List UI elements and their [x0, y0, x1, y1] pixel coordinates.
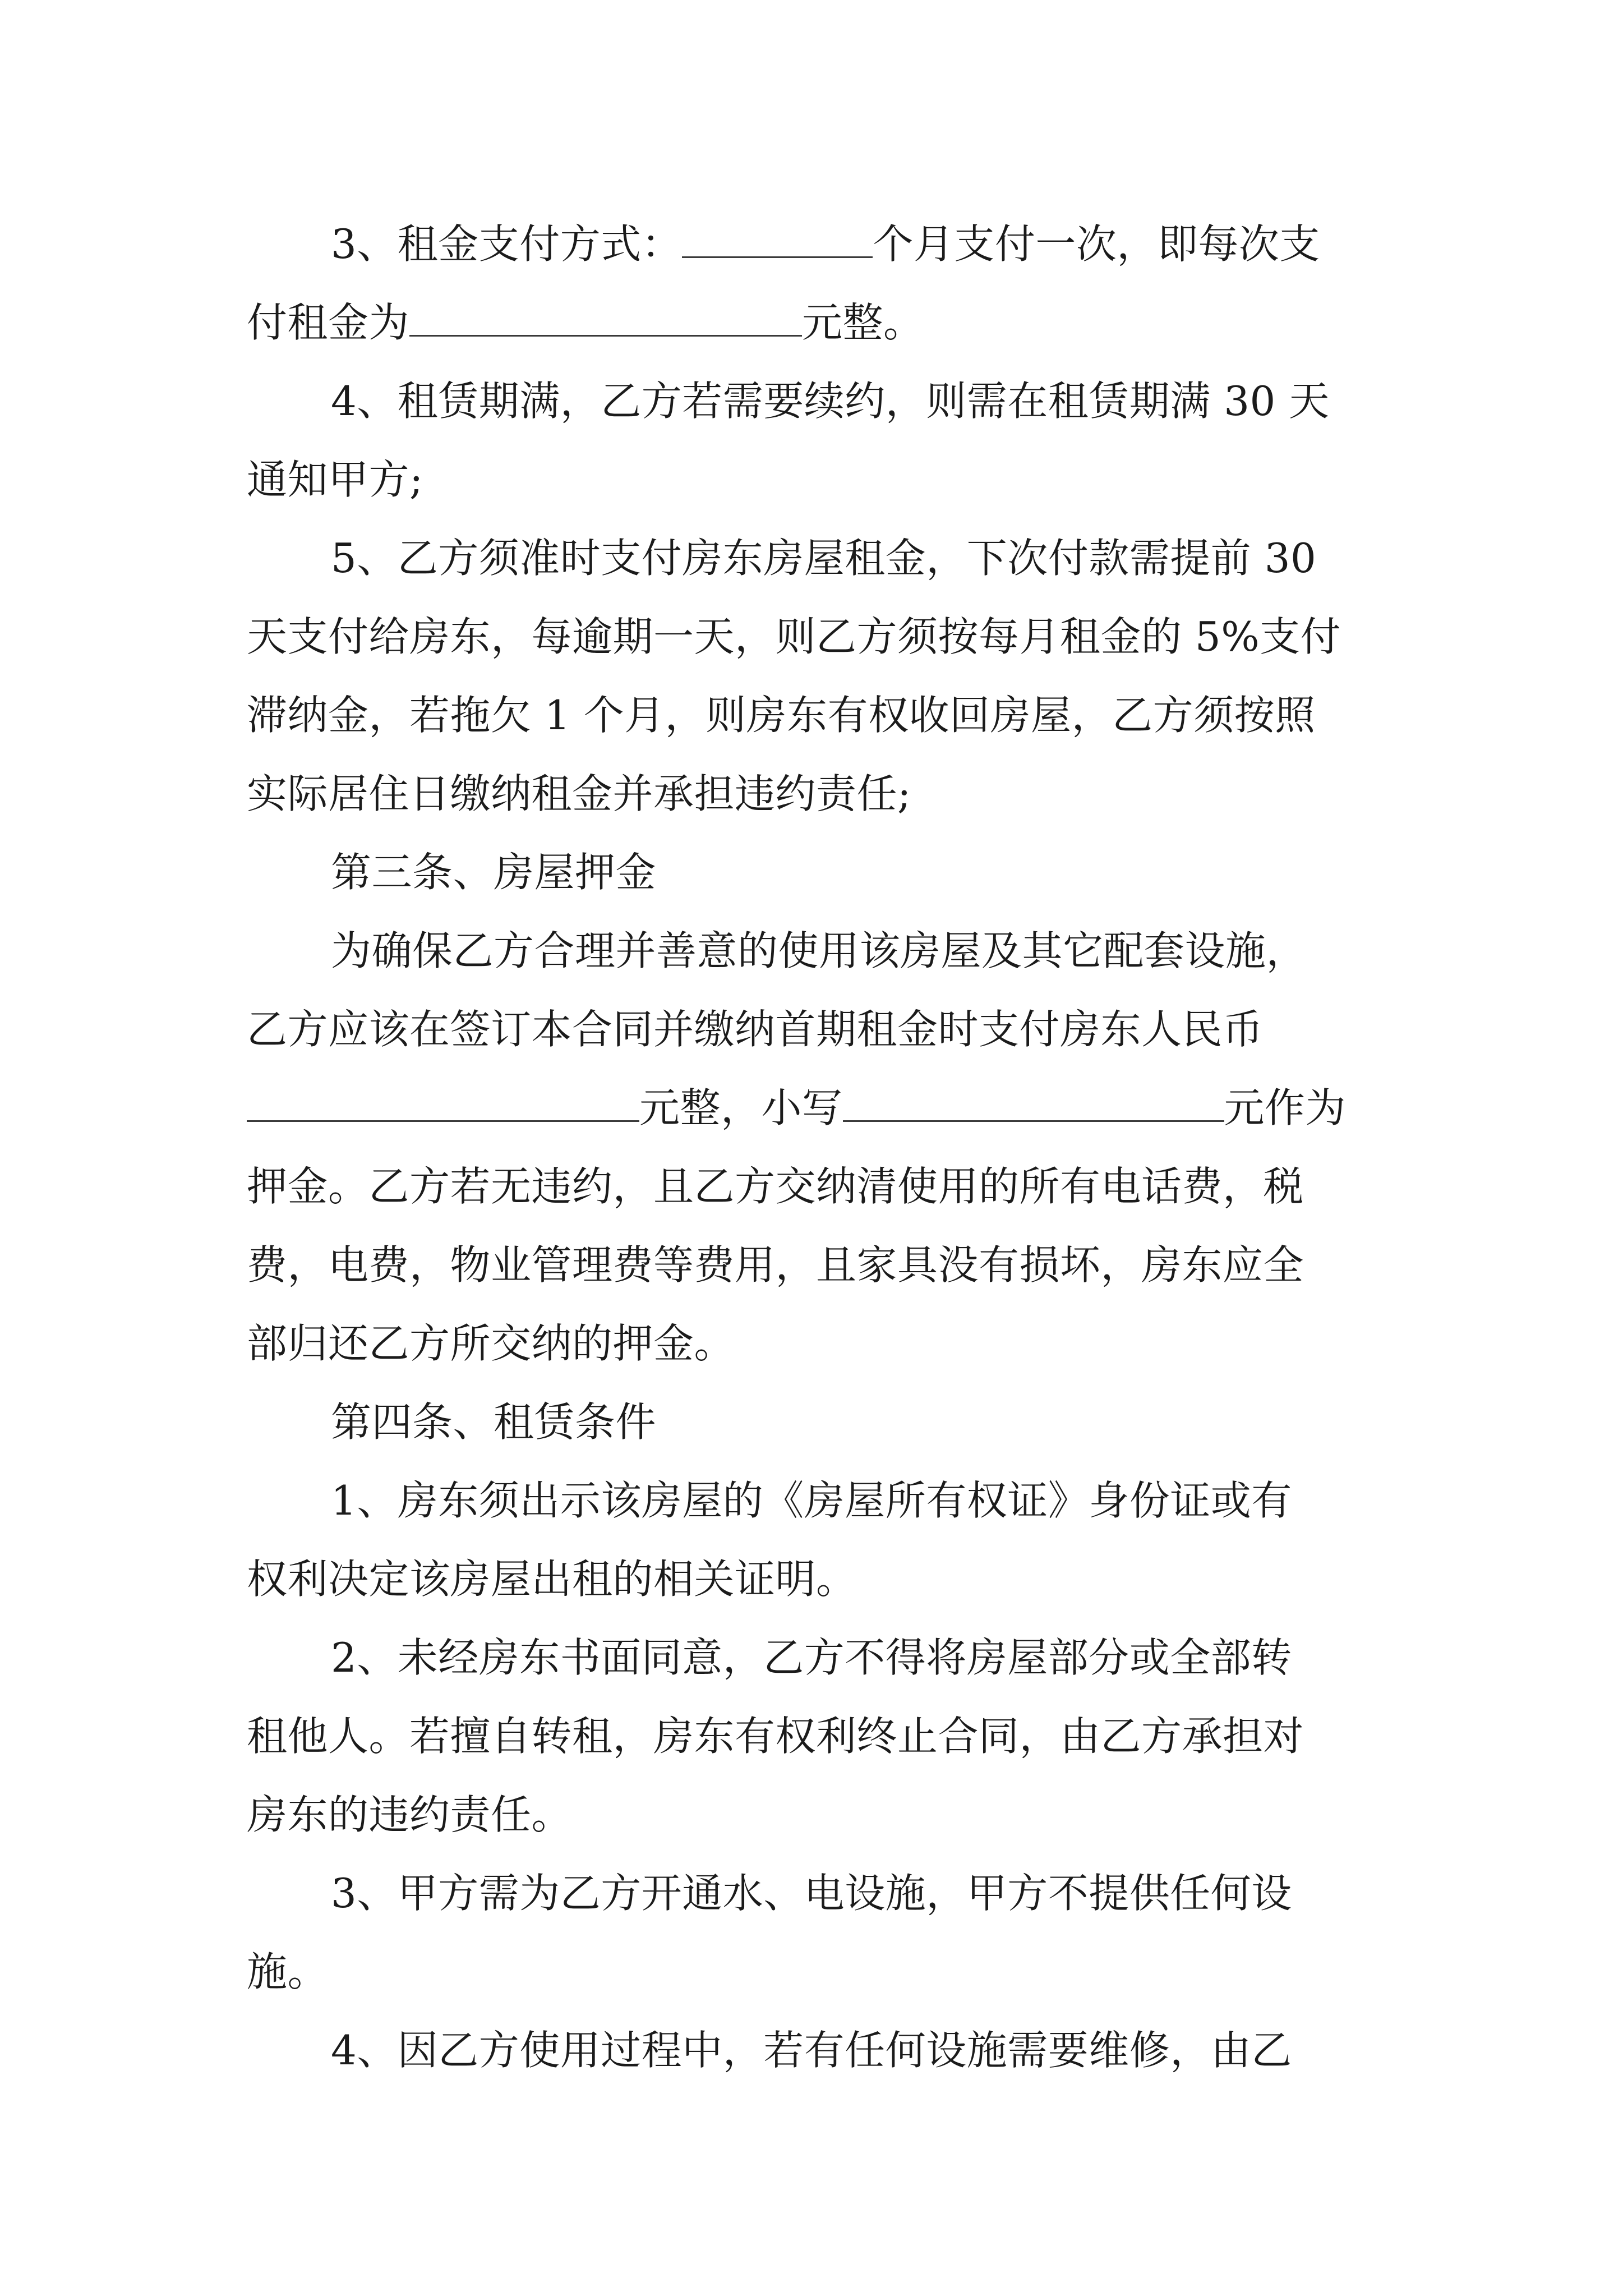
rent-amount-label: 付租金为: [247, 299, 410, 346]
deposit-text-b: 元作为: [1224, 1084, 1347, 1131]
article-3-heading: 第三条、房屋押金: [331, 849, 657, 896]
rent-amount-blank: [409, 300, 802, 337]
article-4-item-2-line-3: 房东的违约责任。: [247, 1791, 573, 1838]
clause-5-line-1: 5、乙方须准时支付房东房屋租金，下次付款需提前 30: [331, 535, 1317, 582]
clause-5-line-2: 天支付给房东，每逾期一天，则乙方须按每月租金的 5%支付: [247, 613, 1341, 660]
article-3-line-1: 为确保乙方合理并善意的使用该房屋及其它配套设施，: [331, 927, 1307, 974]
article-4-item-2-line-1: 2、未经房东书面同意，乙方不得将房屋部分或全部转: [331, 1634, 1292, 1681]
clause-3-line-1: [331, 216, 1320, 272]
months-blank: [682, 222, 873, 258]
article-4-item-3-line-2: 施。: [247, 1948, 329, 1995]
article-4-item-4-line-1: 4、因乙方使用过程中，若有任何设施需要维修，由乙: [331, 2027, 1292, 2074]
article-4-heading: 第四条、租赁条件: [331, 1398, 657, 1446]
article-4-item-1-line-1: 1、房东须出示该房屋的《房屋所有权证》身份证或有: [331, 1477, 1292, 1524]
article-4-item-3-line-1: 3、甲方需为乙方开通水、电设施，甲方不提供任何设: [331, 1870, 1292, 1917]
rent-amount-unit: 元整。: [802, 299, 924, 346]
article-3-line-6: 部归还乙方所交纳的押金。: [247, 1320, 735, 1367]
clause-3-label: 3、租金支付方式：: [331, 220, 683, 268]
clause-5-line-4: 实际居住日缴纳租金并承担违约责任;: [247, 770, 911, 817]
clause-4-line-1: 4、租赁期满，乙方若需要续约，则需在租赁期满 30 天: [331, 378, 1330, 425]
clause-3-line-2: [247, 295, 924, 351]
clause-5-line-3: 滞纳金，若拖欠 1 个月，则房东有权收回房屋，乙方须按照: [247, 692, 1316, 739]
article-3-line-3: [247, 1080, 1346, 1136]
article-3-line-5: 费，电费，物业管理费等费用，且家具没有损坏，房东应全: [247, 1241, 1304, 1289]
article-4-item-1-line-2: 权利决定该房屋出租的相关证明。: [247, 1556, 857, 1603]
article-4-item-2-line-2: 租他人。若擅自转租，房东有权利终止合同，由乙方承担对: [247, 1713, 1304, 1760]
clause-4-line-2: 通知甲方;: [247, 456, 423, 503]
article-3-line-2: 乙方应该在签订本合同并缴纳首期租金时支付房东人民币: [247, 1006, 1264, 1053]
clause-3-text: 个月支付一次，即每次支: [873, 220, 1320, 268]
deposit-uppercase-blank: [247, 1085, 639, 1122]
deposit-text-a: 元整，小写: [639, 1084, 843, 1131]
deposit-lowercase-blank: [843, 1085, 1224, 1122]
article-3-line-4: 押金。乙方若无违约，且乙方交纳清使用的所有电话费，税: [247, 1163, 1304, 1210]
